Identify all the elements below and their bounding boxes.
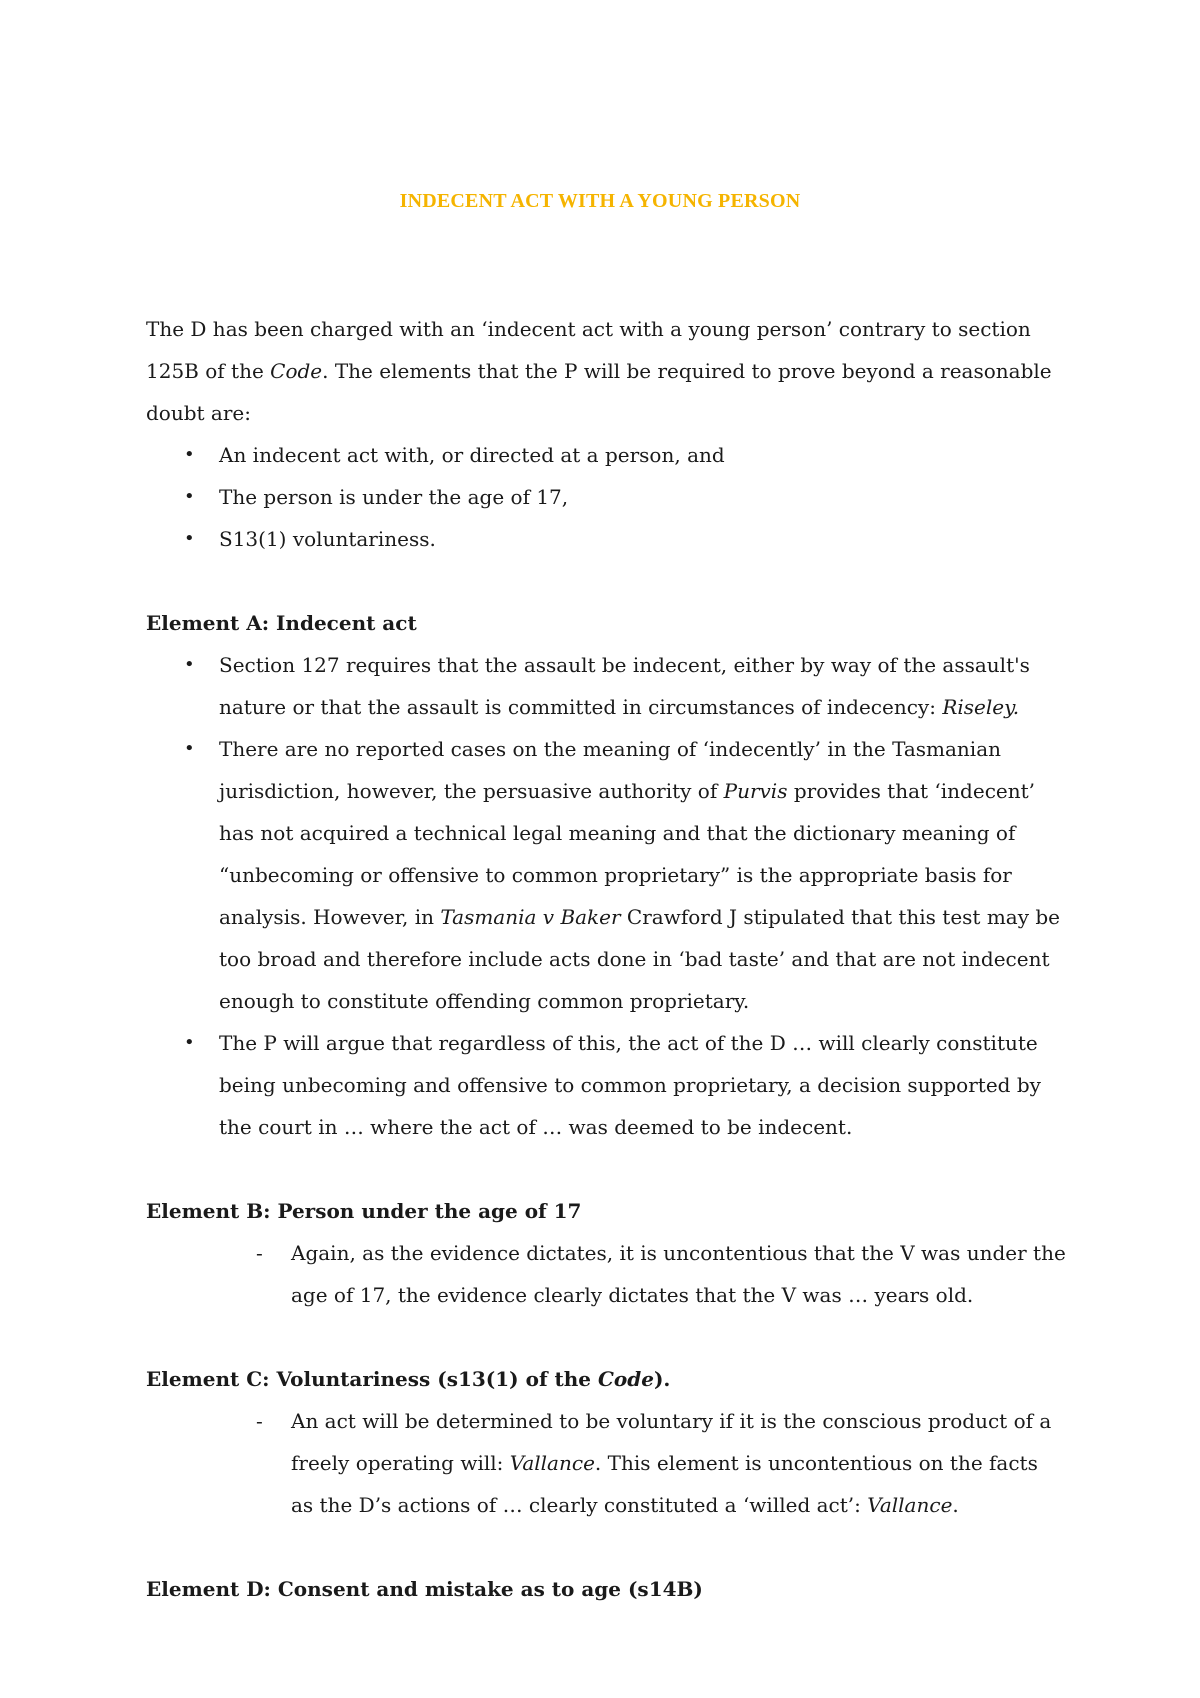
- dash-marker: -: [256, 1241, 263, 1265]
- list-item-text: The person is under the age of 17,: [219, 485, 569, 509]
- list-item-text: Again, as the evidence dictates, it is uncontentious that the V was under the age of 17, the evidence clearly dictates that the V was … years old.: [291, 1241, 1066, 1307]
- list-item: [146, 476, 1066, 518]
- list-item-text: Section 127 requires that the assault be indecent, either by way of the assault's nature or that the assault is committed in circumstances of indecency:: [219, 653, 1030, 719]
- bullet-marker: •: [184, 444, 195, 465]
- intro-paragraph: [146, 308, 1066, 434]
- bullet-marker: •: [184, 1032, 195, 1053]
- list-item: [146, 518, 1066, 560]
- case-citation: Vallance: [509, 1451, 595, 1475]
- heading-code-ref: Code: [597, 1367, 654, 1391]
- bullet-marker: •: [184, 528, 195, 549]
- list-item-text: Crawford J stipulated that this test may be too broad and therefore include acts done in ‘bad taste’ and that are not indecent enough to constitute offending common proprietary.: [219, 905, 1061, 1013]
- dash-marker: -: [256, 1409, 263, 1433]
- list-item: [146, 434, 1066, 476]
- case-citation: Purvis: [723, 779, 788, 803]
- element-a-heading: Element A: Indecent act: [146, 611, 417, 635]
- case-citation: Vallance: [867, 1493, 953, 1517]
- case-citation: Riseley.: [942, 695, 1020, 719]
- list-item-text: S13(1) voluntariness.: [219, 527, 436, 551]
- element-d-heading: Element D: Consent and mistake as to age (s14B): [146, 1577, 703, 1601]
- list-item: [146, 1232, 1066, 1316]
- heading-text-end: ).: [653, 1367, 671, 1391]
- list-item: [146, 1022, 1066, 1148]
- list-item-text: .: [952, 1493, 959, 1517]
- page-title: INDECENT ACT WITH A YOUNG PERSON: [399, 190, 801, 212]
- element-c-list: [146, 1400, 1066, 1526]
- bullet-marker: •: [184, 486, 195, 507]
- element-b-heading: Element B: Person under the age of 17: [146, 1199, 582, 1223]
- list-item: [146, 644, 1066, 728]
- intro-text-2: . The elements that the P will be required to prove beyond a reasonable doubt are:: [146, 359, 1052, 425]
- document-body: [146, 308, 1066, 1610]
- list-item-text: There are no reported cases on the meaning of ‘indecently’ in the Tasmanian jurisdiction, however, the persuasive authority of: [219, 737, 1002, 803]
- list-item: [146, 728, 1066, 1022]
- element-a-list: [146, 644, 1066, 1148]
- intro-code-ref: Code: [270, 359, 323, 383]
- heading-text: Element C: Voluntariness (s13(1) of the: [146, 1367, 598, 1391]
- element-c-heading: [146, 1358, 1066, 1400]
- list-item-text: An act will be determined to be voluntary if it is the conscious product of a freely operating will:: [291, 1409, 1052, 1475]
- list-item: [146, 1400, 1066, 1526]
- bullet-marker: •: [184, 654, 195, 675]
- list-item-text: The P will argue that regardless of this, the act of the D … will clearly constitute being unbecoming and offensive to common proprietary, a decision supported by the court in … where the act of … was deemed to be indecent.: [219, 1031, 1041, 1139]
- case-citation: Tasmania v Baker: [440, 905, 621, 929]
- element-b-list: [146, 1232, 1066, 1316]
- list-item-text: provides that ‘indecent’ has not acquired a technical legal meaning and that the dictionary meaning of “unbecoming or offensive to common proprietary” is the appropriate basis for analysis. However, in: [219, 779, 1036, 929]
- intro-elements-list: [146, 434, 1066, 560]
- list-item-text: . This element is uncontentious on the facts as the D’s actions of … clearly constituted a ‘willed act’:: [291, 1451, 1038, 1517]
- list-item-text: An indecent act with, or directed at a person, and: [219, 443, 725, 467]
- bullet-marker: •: [184, 738, 195, 759]
- intro-text-1: The D has been charged with an ‘indecent act with a young person’ contrary to section 125B of the: [146, 317, 1031, 383]
